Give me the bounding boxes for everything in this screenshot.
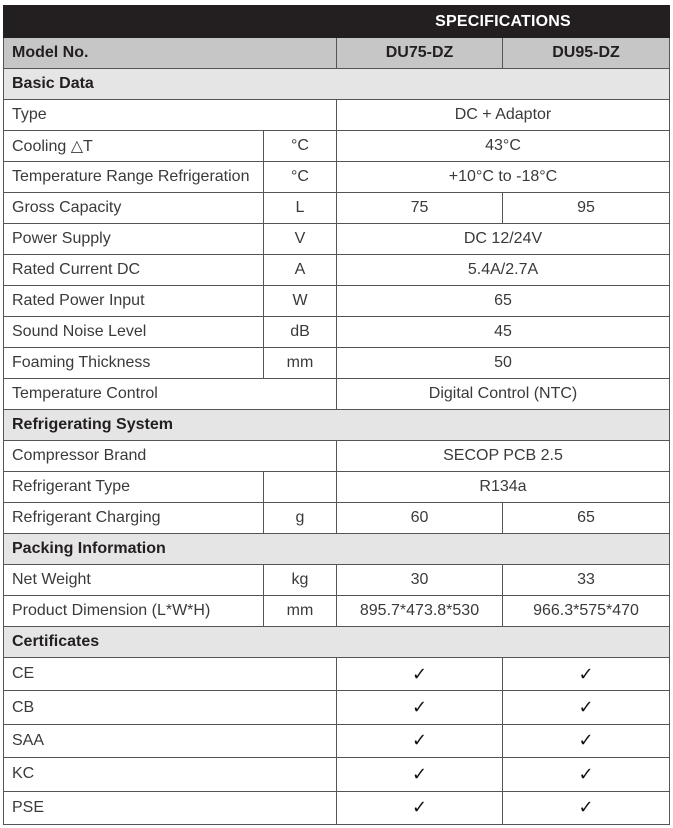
section-title: Certificates <box>4 627 670 658</box>
table-row <box>4 131 670 162</box>
row-label: Rated Current DC <box>4 255 264 286</box>
checkmark-icon: ✓ <box>503 658 670 691</box>
row-value: DC 12/24V <box>337 224 670 255</box>
checkmark-icon: ✓ <box>503 791 670 824</box>
row-value-du75: 60 <box>337 503 503 534</box>
row-unit: °C <box>264 131 337 162</box>
row-unit: mm <box>264 348 337 379</box>
table-row <box>4 348 670 379</box>
row-label: Cooling △T <box>4 131 264 162</box>
row-label: Sound Noise Level <box>4 317 264 348</box>
row-label: Refrigerant Charging <box>4 503 264 534</box>
model-row <box>4 38 670 69</box>
table-row <box>4 503 670 534</box>
row-label: Rated Power Input <box>4 286 264 317</box>
row-label: KC <box>4 758 337 791</box>
checkmark-icon: ✓ <box>503 758 670 791</box>
section-basic-data <box>4 69 670 100</box>
row-value-du95: 966.3*575*470 <box>503 596 670 627</box>
row-label: PSE <box>4 791 337 824</box>
row-value: SECOP PCB 2.5 <box>337 441 670 472</box>
row-label: CB <box>4 691 337 724</box>
row-value-du95: 65 <box>503 503 670 534</box>
section-refrigerating-system <box>4 410 670 441</box>
row-label: Product Dimension (L*W*H) <box>4 596 264 627</box>
table-row <box>4 472 670 503</box>
row-value: 50 <box>337 348 670 379</box>
table-row <box>4 724 670 757</box>
checkmark-icon: ✓ <box>503 691 670 724</box>
row-value-du75: 30 <box>337 565 503 596</box>
row-label: Compressor Brand <box>4 441 337 472</box>
row-value: 65 <box>337 286 670 317</box>
row-label: Gross Capacity <box>4 193 264 224</box>
row-value: 45 <box>337 317 670 348</box>
checkmark-icon: ✓ <box>337 691 503 724</box>
row-unit: kg <box>264 565 337 596</box>
row-label: Refrigerant Type <box>4 472 264 503</box>
table-row <box>4 658 670 691</box>
section-title: Refrigerating System <box>4 410 670 441</box>
row-unit: L <box>264 193 337 224</box>
checkmark-icon: ✓ <box>337 724 503 757</box>
table-row <box>4 441 670 472</box>
checkmark-icon: ✓ <box>503 724 670 757</box>
table-title-row <box>4 6 670 38</box>
row-label: Power Supply <box>4 224 264 255</box>
row-value: Digital Control (NTC) <box>337 379 670 410</box>
row-value-du75: 75 <box>337 193 503 224</box>
title-spacer <box>4 6 337 38</box>
row-value-du95: 95 <box>503 193 670 224</box>
checkmark-icon: ✓ <box>337 658 503 691</box>
row-unit: V <box>264 224 337 255</box>
row-label: Type <box>4 100 337 131</box>
model-du75: DU75-DZ <box>337 38 503 69</box>
table-row <box>4 565 670 596</box>
table-row <box>4 162 670 193</box>
row-unit: dB <box>264 317 337 348</box>
checkmark-icon: ✓ <box>337 791 503 824</box>
row-label: CE <box>4 658 337 691</box>
row-value: 5.4A/2.7A <box>337 255 670 286</box>
table-row <box>4 255 670 286</box>
table-row <box>4 286 670 317</box>
checkmark-icon: ✓ <box>337 758 503 791</box>
table-row <box>4 193 670 224</box>
row-label: Temperature Range Refrigeration <box>4 162 264 193</box>
row-value-du95: 33 <box>503 565 670 596</box>
row-label: SAA <box>4 724 337 757</box>
table-row <box>4 317 670 348</box>
row-unit <box>264 472 337 503</box>
section-certificates <box>4 627 670 658</box>
table-row <box>4 758 670 791</box>
specifications-table <box>3 5 670 825</box>
row-unit: °C <box>264 162 337 193</box>
row-unit: W <box>264 286 337 317</box>
row-value: 43°C <box>337 131 670 162</box>
row-value: R134a <box>337 472 670 503</box>
row-value: +10°C to -18°C <box>337 162 670 193</box>
section-packing-information <box>4 534 670 565</box>
table-row <box>4 691 670 724</box>
section-title: Packing Information <box>4 534 670 565</box>
row-value: DC + Adaptor <box>337 100 670 131</box>
model-label: Model No. <box>4 38 337 69</box>
specifications-sheet <box>3 5 669 825</box>
row-value-du75: 895.7*473.8*530 <box>337 596 503 627</box>
table-row <box>4 379 670 410</box>
table-row <box>4 224 670 255</box>
row-label: Net Weight <box>4 565 264 596</box>
table-row <box>4 791 670 824</box>
row-label: Foaming Thickness <box>4 348 264 379</box>
table-row <box>4 100 670 131</box>
row-label: Temperature Control <box>4 379 337 410</box>
row-unit: mm <box>264 596 337 627</box>
table-row <box>4 596 670 627</box>
table-title: SPECIFICATIONS <box>337 6 670 38</box>
section-title: Basic Data <box>4 69 670 100</box>
model-du95: DU95-DZ <box>503 38 670 69</box>
row-unit: A <box>264 255 337 286</box>
row-unit: g <box>264 503 337 534</box>
